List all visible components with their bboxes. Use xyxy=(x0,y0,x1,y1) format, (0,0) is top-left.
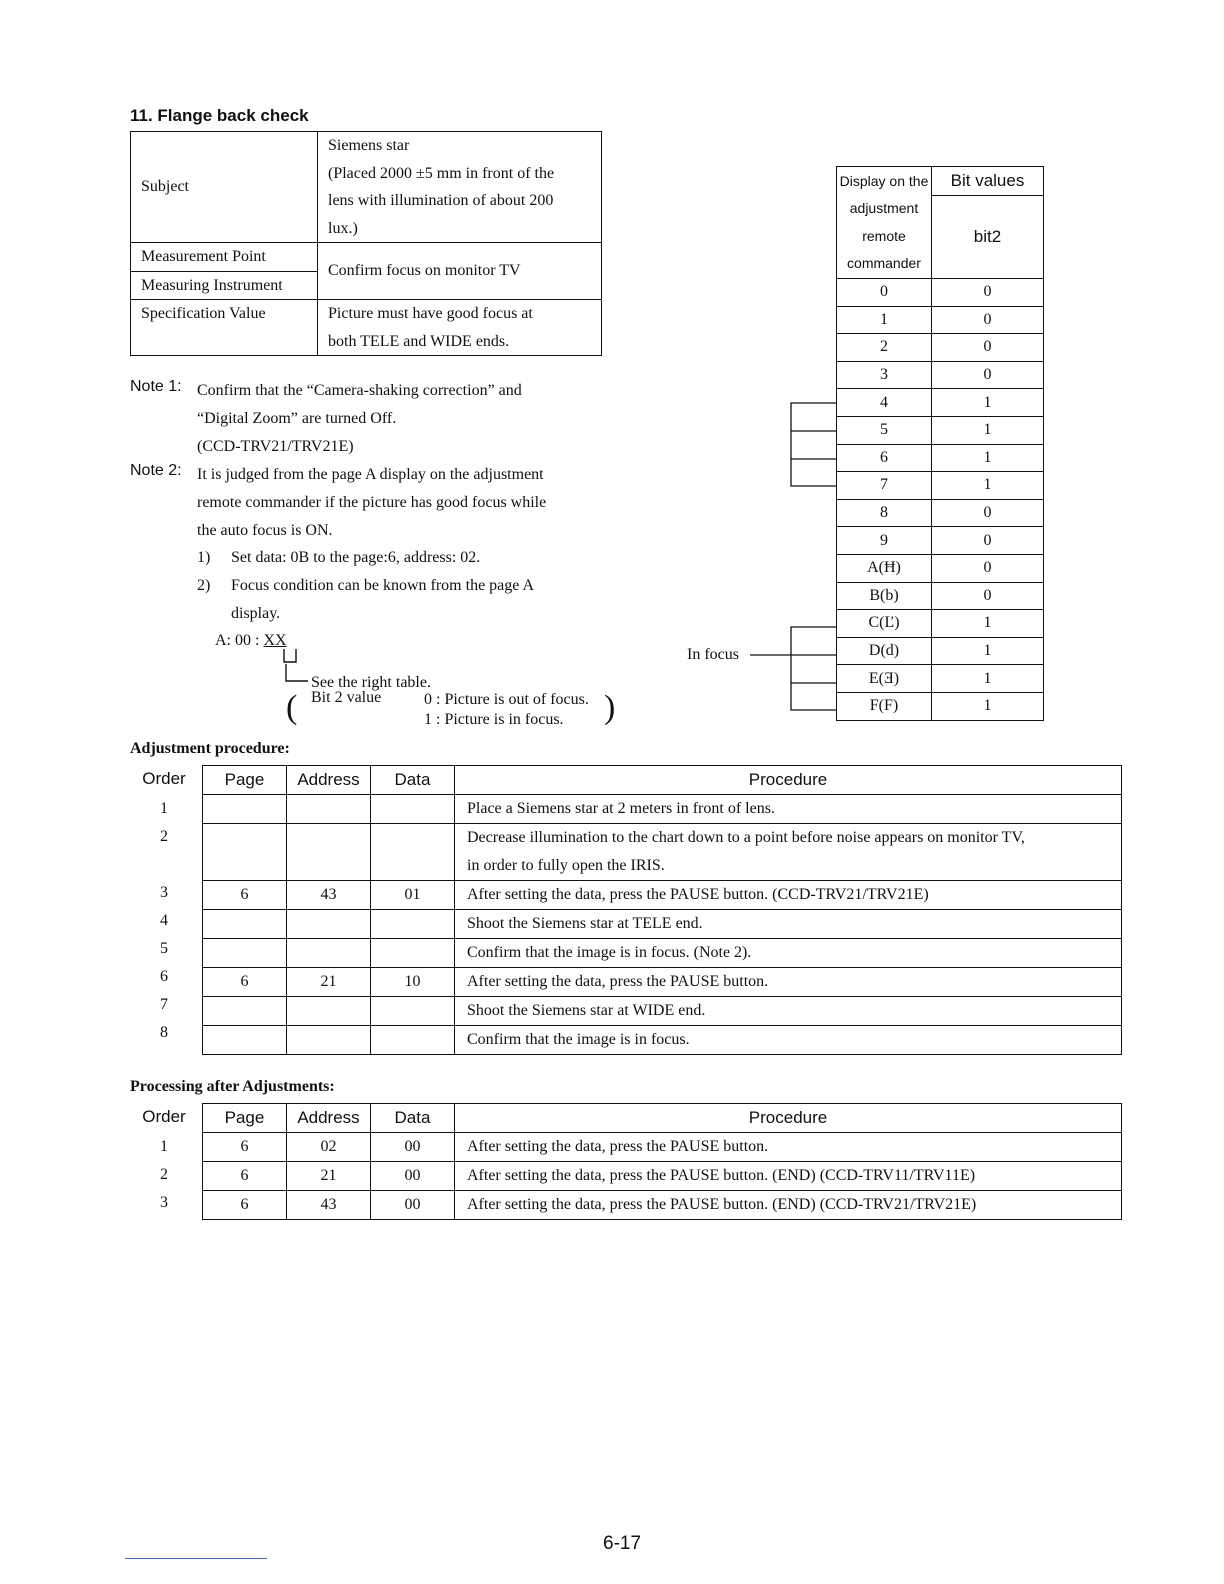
subject-value xyxy=(318,132,602,243)
table-row xyxy=(837,472,1044,500)
page-cell: 6 xyxy=(203,1162,287,1191)
display-cell: 8 xyxy=(837,499,932,527)
subject-label: Subject xyxy=(131,132,318,243)
table-row xyxy=(203,795,1122,824)
spec-value-label: Specification Value xyxy=(131,300,318,356)
table-row xyxy=(837,554,1044,582)
header-line: remote xyxy=(862,227,906,244)
page-header: Page xyxy=(203,766,287,795)
procedure-cell xyxy=(455,824,1122,881)
data-cell xyxy=(371,1026,455,1055)
procedure-line: in order to fully open the IRIS. xyxy=(467,857,665,874)
header-line: commander xyxy=(847,255,921,271)
procedure-cell: After setting the data, press the PAUSE button. (END) (CCD-TRV21/TRV21E) xyxy=(455,1191,1122,1220)
address-cell: 43 xyxy=(287,881,371,910)
order-column xyxy=(138,765,190,1047)
data-header: Data xyxy=(371,766,455,795)
table-row xyxy=(837,637,1044,665)
footer-rule xyxy=(125,1558,267,1559)
display-cell: C(Ľ) xyxy=(837,610,932,638)
table-row xyxy=(837,279,1044,307)
address-header: Address xyxy=(287,1104,371,1133)
data-cell xyxy=(371,939,455,968)
address-cell xyxy=(287,939,371,968)
page-cell xyxy=(203,1026,287,1055)
display-cell: E(Ǝ) xyxy=(837,665,932,693)
display-cell: 0 xyxy=(837,279,932,307)
address-cell: 02 xyxy=(287,1133,371,1162)
table-row xyxy=(837,361,1044,389)
note-line: display. xyxy=(231,605,281,622)
display-cell: F(F) xyxy=(837,692,932,720)
display-readout xyxy=(215,627,287,655)
processing-table xyxy=(202,1103,1122,1220)
order-cell: 3 xyxy=(160,1194,168,1211)
processing-title: Processing after Adjustments: xyxy=(130,1078,335,1095)
measurement-value: Confirm focus on monitor TV xyxy=(318,243,602,300)
display-cell: 2 xyxy=(837,334,932,362)
section-title: 11. Flange back check xyxy=(130,106,309,125)
procedure-cell: Place a Siemens star at 2 meters in front of lens. xyxy=(455,795,1122,824)
order-cell: 7 xyxy=(160,996,168,1013)
table-row xyxy=(837,665,1044,693)
bit-cell: 0 xyxy=(932,306,1044,334)
bit-cell: 0 xyxy=(932,582,1044,610)
table-row xyxy=(203,997,1122,1026)
page-cell xyxy=(203,939,287,968)
note1-label: Note 1: xyxy=(130,378,182,395)
measuring-instrument-label: Measuring Instrument xyxy=(131,271,318,300)
bit-cell: 1 xyxy=(932,444,1044,472)
display-cell: 9 xyxy=(837,527,932,555)
table-row xyxy=(203,910,1122,939)
table-row xyxy=(837,610,1044,638)
bit-cell: 1 xyxy=(932,692,1044,720)
step2-text xyxy=(231,572,534,628)
address-cell xyxy=(287,997,371,1026)
procedure-cell: After setting the data, press the PAUSE button. (CCD-TRV21/TRV21E) xyxy=(455,881,1122,910)
table-row xyxy=(203,968,1122,997)
bit-values-header: Bit values xyxy=(932,167,1044,196)
bit2-header: bit2 xyxy=(932,196,1044,279)
page-cell: 6 xyxy=(203,968,287,997)
in-focus-label: In focus xyxy=(687,646,739,663)
address-cell xyxy=(287,795,371,824)
adjustment-table xyxy=(202,765,1122,1055)
table-row xyxy=(203,1026,1122,1055)
step2-num: 2) xyxy=(197,577,211,594)
table-row xyxy=(837,389,1044,417)
table-row xyxy=(837,582,1044,610)
bit-cell: 1 xyxy=(932,389,1044,417)
table-row xyxy=(203,1162,1122,1191)
adjustment-title: Adjustment procedure: xyxy=(130,740,290,757)
address-cell: 43 xyxy=(287,1191,371,1220)
note-line: Focus condition can be known from the page A xyxy=(231,577,535,594)
display-cell: 6 xyxy=(837,444,932,472)
data-cell: 00 xyxy=(371,1162,455,1191)
bit-cell: 0 xyxy=(932,279,1044,307)
bit-cell: 1 xyxy=(932,472,1044,500)
table-row xyxy=(837,499,1044,527)
bit-cell: 0 xyxy=(932,554,1044,582)
table-row xyxy=(837,444,1044,472)
data-cell: 01 xyxy=(371,881,455,910)
address-cell: 21 xyxy=(287,1162,371,1191)
order-cell: 5 xyxy=(160,940,168,957)
address-cell xyxy=(287,1026,371,1055)
order-header: Order xyxy=(142,769,186,788)
display-cell: 5 xyxy=(837,416,932,444)
address-cell xyxy=(287,910,371,939)
page-cell xyxy=(203,824,287,881)
procedure-cell: Confirm that the image is in focus. xyxy=(455,1026,1122,1055)
display-cell: 1 xyxy=(837,306,932,334)
order-cell: 4 xyxy=(160,912,168,929)
note2-text xyxy=(197,461,546,545)
order-header: Order xyxy=(142,1107,186,1126)
bit-cell: 0 xyxy=(932,361,1044,389)
page-cell: 6 xyxy=(203,881,287,910)
procedure-cell: Confirm that the image is in focus. (Note 2). xyxy=(455,939,1122,968)
note-line: the auto focus is ON. xyxy=(197,522,333,539)
note-line: It is judged from the page A display on the adjustment xyxy=(197,466,544,483)
procedure-cell: Shoot the Siemens star at WIDE end. xyxy=(455,997,1122,1026)
order-cell: 8 xyxy=(160,1024,168,1041)
data-cell xyxy=(371,997,455,1026)
note-line: (CCD-TRV21/TRV21E) xyxy=(197,438,354,455)
data-cell: 00 xyxy=(371,1191,455,1220)
order-cell: 3 xyxy=(160,884,168,901)
display-cell: 3 xyxy=(837,361,932,389)
display-cell: D(d) xyxy=(837,637,932,665)
bit-cell: 1 xyxy=(932,665,1044,693)
see-table-text: See the right table. xyxy=(311,674,431,691)
bit1-text: 1 : Picture is in focus. xyxy=(424,711,564,728)
bit-cell: 0 xyxy=(932,334,1044,362)
bit-cell: 1 xyxy=(932,637,1044,665)
in-focus-brackets xyxy=(740,396,840,726)
data-cell xyxy=(371,910,455,939)
procedure-cell: Shoot the Siemens star at TELE end. xyxy=(455,910,1122,939)
data-cell xyxy=(371,795,455,824)
subject-line: (Placed 2000 ±5 mm in front of the xyxy=(328,164,555,182)
display-header xyxy=(837,167,932,279)
spec-value xyxy=(318,300,602,356)
address-header: Address xyxy=(287,766,371,795)
page-cell: 6 xyxy=(203,1133,287,1162)
table-row xyxy=(203,824,1122,881)
step1-num: 1) xyxy=(197,549,211,566)
table-row xyxy=(837,692,1044,720)
bit-cell: 1 xyxy=(932,610,1044,638)
procedure-header: Procedure xyxy=(455,766,1122,795)
subject-line: Siemens star xyxy=(328,137,410,154)
paren-close: ) xyxy=(604,689,616,726)
bit-cell: 0 xyxy=(932,499,1044,527)
order-cell: 2 xyxy=(160,828,168,845)
bit2-label: Bit 2 value xyxy=(311,689,382,706)
address-cell xyxy=(287,824,371,881)
bit-descriptions xyxy=(424,690,589,730)
step1-text: Set data: 0B to the page:6, address: 02. xyxy=(231,549,481,566)
order-cell: 1 xyxy=(160,1138,168,1155)
display-cell: 4 xyxy=(837,389,932,417)
table-row xyxy=(837,416,1044,444)
display-cell: B(b) xyxy=(837,582,932,610)
spec-table xyxy=(130,131,602,356)
procedure-cell: After setting the data, press the PAUSE button. xyxy=(455,1133,1122,1162)
procedure-cell: After setting the data, press the PAUSE button. (END) (CCD-TRV11/TRV11E) xyxy=(455,1162,1122,1191)
note1-text xyxy=(197,377,522,461)
page-cell: 6 xyxy=(203,1191,287,1220)
note-line: Confirm that the “Camera-shaking correction” and xyxy=(197,382,522,399)
subject-line: lux.) xyxy=(328,219,358,237)
table-row xyxy=(203,1191,1122,1220)
procedure-cell: After setting the data, press the PAUSE button. xyxy=(455,968,1122,997)
page-header: Page xyxy=(203,1104,287,1133)
table-row xyxy=(203,939,1122,968)
data-header: Data xyxy=(371,1104,455,1133)
procedure-line: Decrease illumination to the chart down to a point before noise appears on monitor TV, xyxy=(467,829,1025,846)
page-number: 6-17 xyxy=(603,1533,642,1554)
header-line: Display on the xyxy=(839,172,929,189)
data-cell: 10 xyxy=(371,968,455,997)
data-cell: 00 xyxy=(371,1133,455,1162)
table-row xyxy=(837,306,1044,334)
table-row xyxy=(837,527,1044,555)
order-column xyxy=(138,1103,190,1217)
note-line: remote commander if the picture has good focus while xyxy=(197,494,547,511)
page-cell xyxy=(203,910,287,939)
header-line: adjustment xyxy=(849,200,919,216)
subject-line: lens with illumination of about 200 xyxy=(328,192,554,209)
paren-open: ( xyxy=(286,689,298,726)
order-cell: 6 xyxy=(160,968,168,985)
address-cell: 21 xyxy=(287,968,371,997)
spec-value-line: both TELE and WIDE ends. xyxy=(328,332,510,350)
note-line: “Digital Zoom” are turned Off. xyxy=(197,410,397,427)
display-cell: 7 xyxy=(837,472,932,500)
bit0-text: 0 : Picture is out of focus. xyxy=(424,691,589,708)
table-row xyxy=(203,881,1122,910)
measurement-point-label: Measurement Point xyxy=(131,243,318,272)
order-cell: 2 xyxy=(160,1166,168,1183)
display-cell: A(Ħ) xyxy=(837,554,932,582)
display-xx: XX xyxy=(263,632,287,649)
note2-label: Note 2: xyxy=(130,462,182,479)
page-cell xyxy=(203,795,287,824)
bit-values-table xyxy=(836,166,1044,721)
spec-value-line: Picture must have good focus at xyxy=(328,305,533,322)
order-cell: 1 xyxy=(160,800,168,817)
bit-cell: 1 xyxy=(932,416,1044,444)
bit-cell: 0 xyxy=(932,527,1044,555)
table-row xyxy=(203,1133,1122,1162)
procedure-header: Procedure xyxy=(455,1104,1122,1133)
table-row xyxy=(837,334,1044,362)
data-cell xyxy=(371,824,455,881)
page-cell xyxy=(203,997,287,1026)
display-prefix: A: 00 : xyxy=(215,632,264,649)
